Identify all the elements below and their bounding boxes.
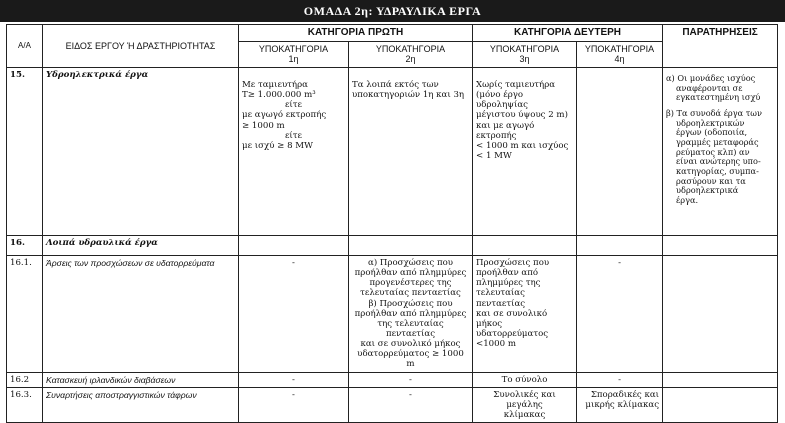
table-row-16 bbox=[7, 236, 778, 256]
cell-sub1: Με ταμιευτήρα Τ≥ 1.000.000 m³ είτε με αγωγό εκτροπής ≥ 1000 m είτε με ισχύ ≥ 8 MW bbox=[239, 68, 349, 236]
row-number: 16.3. bbox=[7, 387, 43, 422]
row-title: Άρσεις των προσχώσεων σε υδατορρεύματα bbox=[43, 256, 239, 373]
cell-sub2: Τα λοιπά εκτός των υποκατηγοριών 1η και 3η bbox=[349, 68, 473, 236]
cell-sub4: - bbox=[577, 256, 663, 373]
header-category-2: ΚΑΤΗΓΟΡΙΑ ΔΕΥΤΕΡΗ bbox=[473, 25, 663, 42]
cell-sub2: α) Προσχώσεις που προήλθαν από πλημμύρες προγενέστερες της τελευταίας πενταετίας β) Προσχώσεις που προήλθαν από πλημμύρες της τελευταίας πενταετίας και σε συνολικό μήκος υδατορρεύματος ≥ 1000 m bbox=[349, 256, 473, 373]
header-sub-3: ΥΠΟΚΑΤΗΓΟΡΙΑ 3η bbox=[473, 41, 577, 67]
header-sub-2: ΥΠΟΚΑΤΗΓΟΡΙΑ 2η bbox=[349, 41, 473, 67]
cell-notes bbox=[663, 387, 778, 422]
row-title: Λοιπά υδραυλικά έργα bbox=[43, 236, 239, 256]
row-number: 16.1. bbox=[7, 256, 43, 373]
row-number: 15. bbox=[7, 68, 43, 236]
header-aa: Α/Α bbox=[7, 25, 43, 68]
cell-sub1: - bbox=[239, 256, 349, 373]
row-title: Υδροηλεκτρικά έργα bbox=[43, 68, 239, 236]
row-title: Συναρτήσεις αποστραγγιστικών τάφρων bbox=[43, 387, 239, 422]
cell-sub3: Χωρίς ταμιευτήρα (μόνο έργο υδροληψίας μέγιστου ύψους 2 m) και με αγωγό εκτροπής < 1000 m και ισχύος < 1 MW bbox=[473, 68, 577, 236]
table-row-16-1 bbox=[7, 256, 778, 373]
cell-sub3: Προσχώσεις που προήλθαν από πλημμύρες της τελευταίας πενταετίας και σε συνολικό μήκος υδατορρεύματος <1000 m bbox=[473, 256, 577, 373]
header-category-1: ΚΑΤΗΓΟΡΙΑ ΠΡΩΤΗ bbox=[239, 25, 473, 42]
cell-sub3: Συνολικές και μεγάλης κλίμακας bbox=[473, 387, 577, 422]
cell-sub1: - bbox=[239, 372, 349, 387]
cell-sub3: Το σύνολο bbox=[473, 372, 577, 387]
table-row-16-2 bbox=[7, 372, 778, 387]
row-title: Κατασκευή ιρλανδικών διαβάσεων bbox=[43, 372, 239, 387]
cell-notes bbox=[663, 256, 778, 373]
header-type: ΕΙΔΟΣ ΕΡΓΟΥ Ή ΔΡΑΣΤΗΡΙΟΤΗΤΑΣ bbox=[43, 25, 239, 68]
group-banner: ΟΜΑΔΑ 2η: ΥΔΡΑΥΛΙΚΑ ΕΡΓΑ bbox=[0, 0, 785, 22]
cell-notes bbox=[663, 372, 778, 387]
cell-sub1: - bbox=[239, 387, 349, 422]
table-row-16-3 bbox=[7, 387, 778, 422]
cell-sub4: - bbox=[577, 372, 663, 387]
header-row-1 bbox=[7, 25, 778, 42]
header-notes: ΠΑΡΑΤΗΡΗΣΕΙΣ bbox=[663, 25, 778, 68]
header-sub-4: ΥΠΟΚΑΤΗΓΟΡΙΑ 4η bbox=[577, 41, 663, 67]
row-number: 16. bbox=[7, 236, 43, 256]
header-sub-1: ΥΠΟΚΑΤΗΓΟΡΙΑ 1η bbox=[239, 41, 349, 67]
cell-notes: α) Οι μονάδες ισχύος αναφέρονται σε εγκατεστημένη ισχύ β) Τα συνοδά έργα των υδροηλεκτρικών έργων (οδοποιία, γραμμές μεταφοράς ρεύματος κλπ) αν είναι ανώτερης υπο- κατηγορίας, συμπα- ρασύρουν και τα υδροηλεκτρικά έργα. bbox=[663, 68, 778, 236]
cell-sub4 bbox=[577, 68, 663, 236]
row-number: 16.2 bbox=[7, 372, 43, 387]
table-row-15 bbox=[7, 68, 778, 236]
hydraulic-works-table bbox=[6, 24, 778, 423]
cell-sub2: - bbox=[349, 387, 473, 422]
cell-sub4: Σποραδικές και μικρής κλίμακας bbox=[577, 387, 663, 422]
cell-sub2: - bbox=[349, 372, 473, 387]
